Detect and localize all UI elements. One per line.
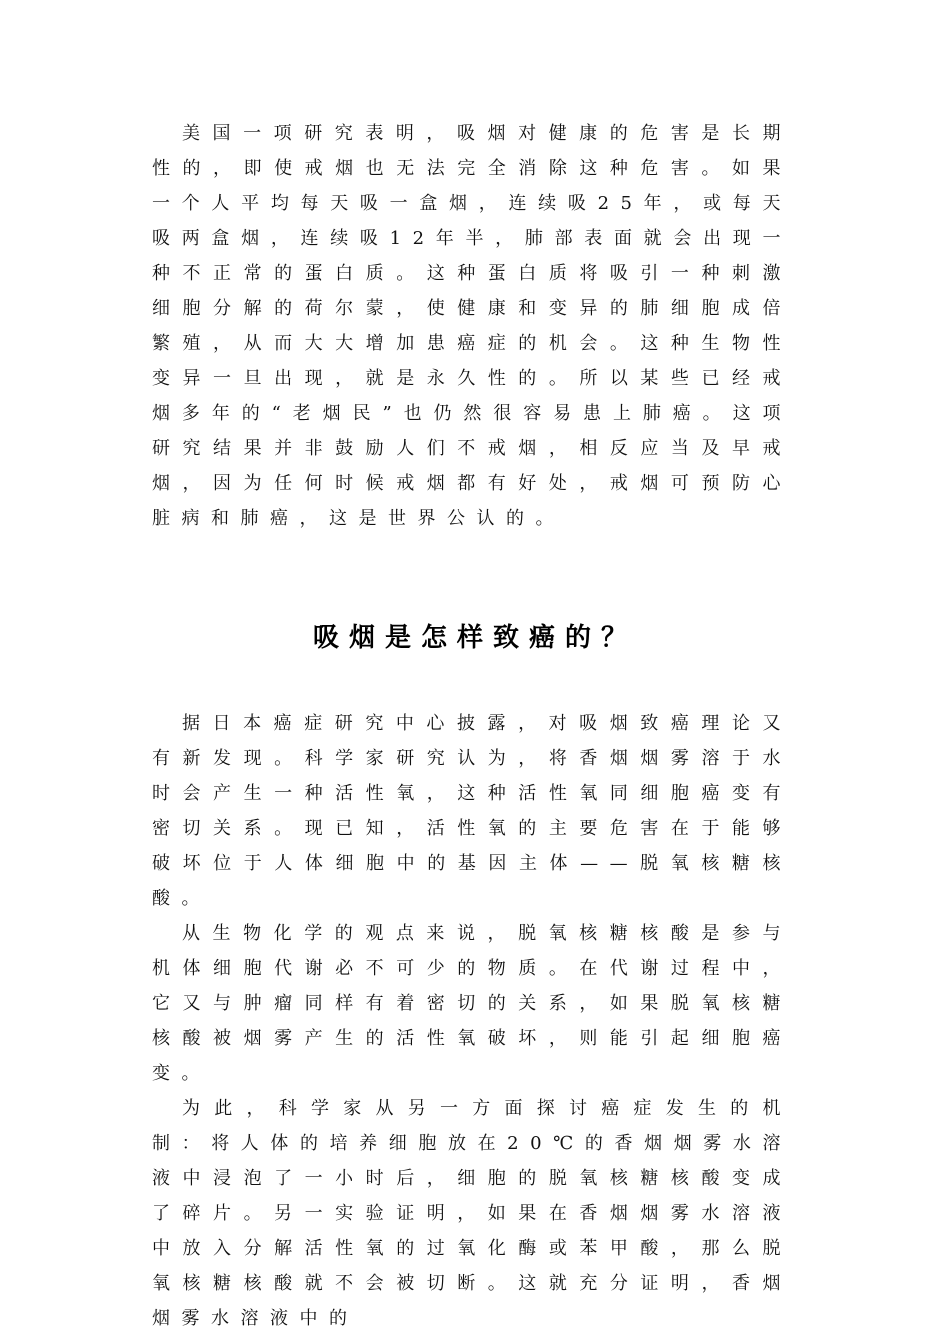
section-intro bbox=[152, 116, 792, 536]
paragraph: 美国一项研究表明，吸烟对健康的危害是长期性的，即使戒烟也无法完全消除这种危害。如果一个人平均每天吸一盒烟，连续吸25年，或每天吸两盒烟，连续吸12年半，肺部表面就会出现一种不正常的蛋白质。这种蛋白质将吸引一种刺激细胞分解的荷尔蒙，使健康和变异的肺细胞成倍繁殖，从而大大增加患癌症的机会。这种生物性变异一旦出现，就是永久性的。所以某些已经戒烟多年的“老烟民”也仍然很容易患上肺癌。这项研究结果并非鼓励人们不戒烟，相反应当及早戒烟，因为任何时候戒烟都有好处，戒烟可预防心脏病和肺癌，这是世界公认的。 bbox=[152, 123, 792, 529]
paragraph: 为此，科学家从另一方面探讨癌症发生的机制：将人体的培养细胞放在20℃的香烟烟雾水溶液中浸泡了一小时后，细胞的脱氧核糖核酸变成了碎片。另一实验证明，如果在香烟烟雾水溶液中放入分解活性氧的过氧化酶或苯甲酸，那么脱氧核糖核酸就不会被切断。这就充分证明，香烟烟雾水溶液中的 bbox=[152, 1098, 792, 1329]
paragraph: 从生物化学的观点来说，脱氧核糖核酸是参与机体细胞代谢必不可少的物质。在代谢过程中，它又与肿瘤同样有着密切的关系，如果脱氧核糖核酸被烟雾产生的活性氧破坏，则能引起细胞癌变。 bbox=[152, 923, 792, 1084]
paragraph: 据日本癌症研究中心披露，对吸烟致癌理论又有新发现。科学家研究认为，将香烟烟雾溶于水时会产生一种活性氧，这种活性氧同细胞癌变有密切关系。现已知，活性氧的主要危害在于能够破坏位于人体细胞中的基因主体——脱氧核糖核酸。 bbox=[152, 713, 792, 909]
section-body bbox=[152, 706, 792, 1336]
section-heading: 吸烟是怎样致癌的？ bbox=[312, 623, 637, 653]
